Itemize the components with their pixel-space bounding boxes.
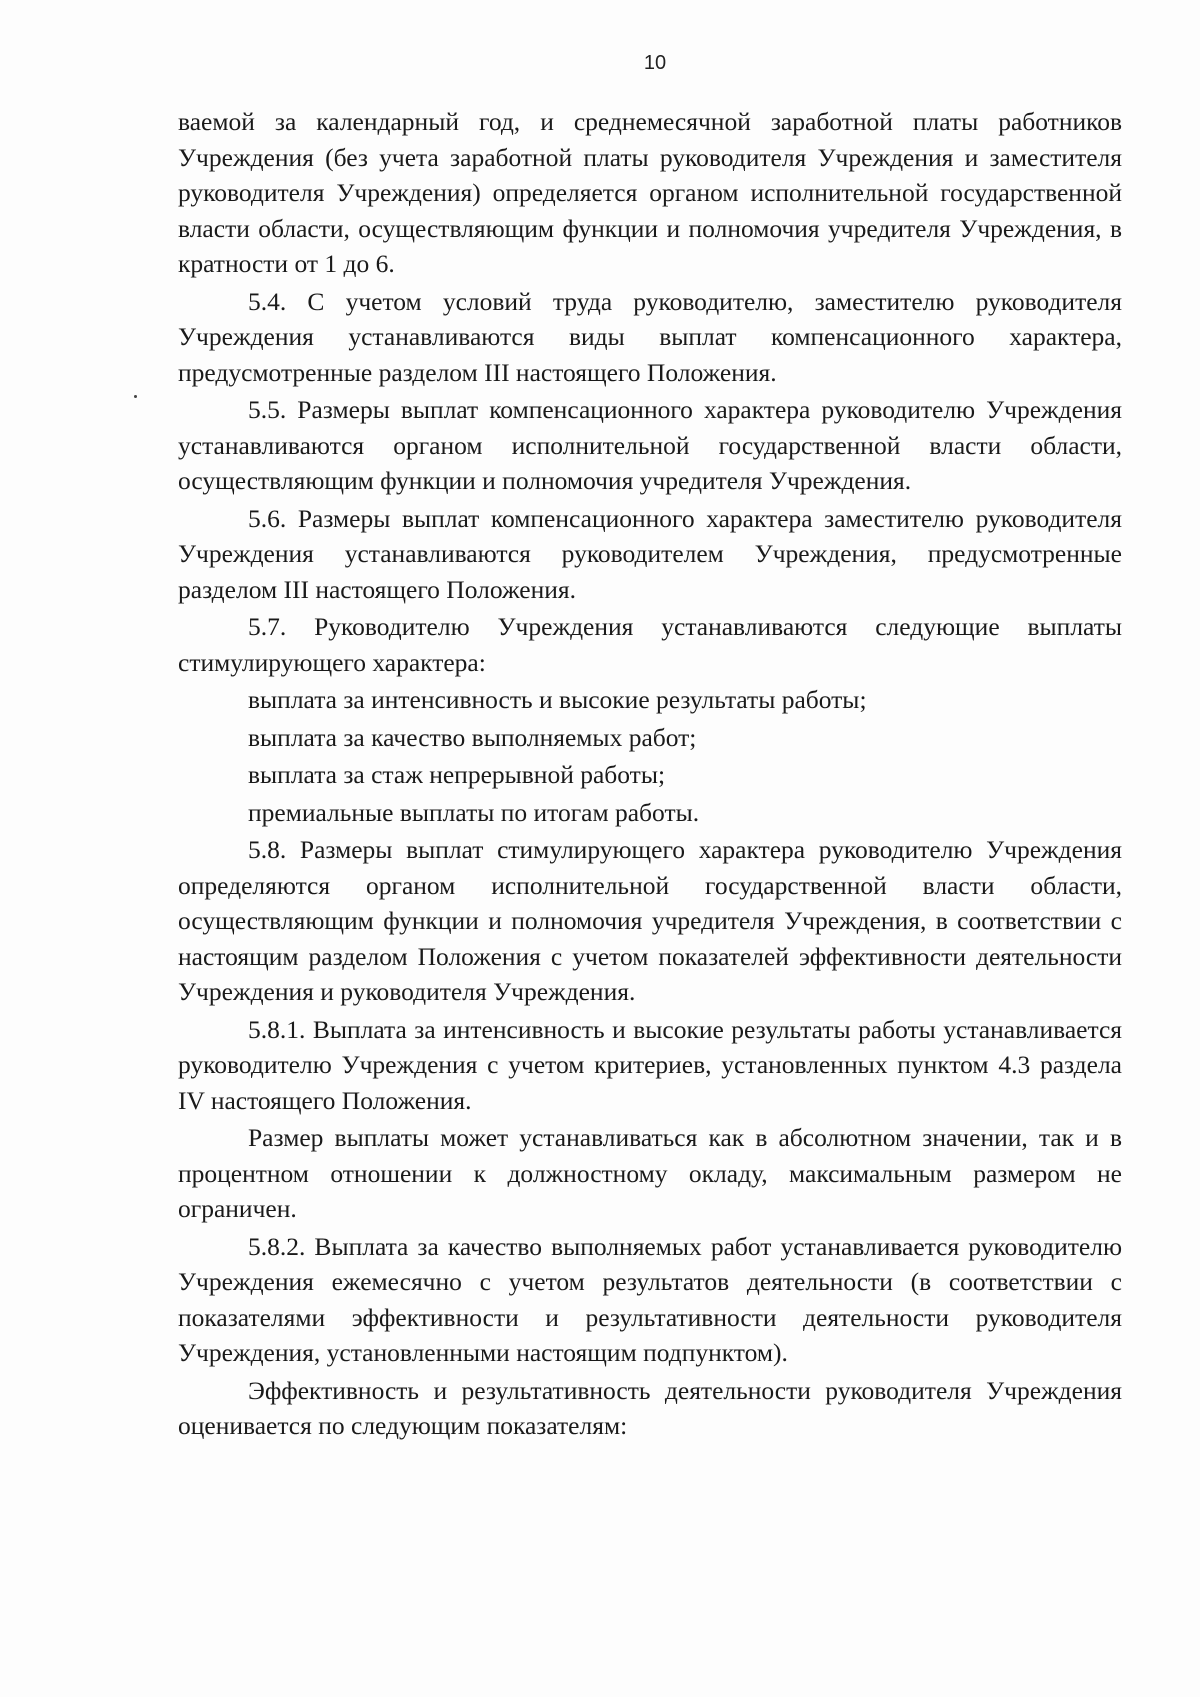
paragraph-5-8-1: 5.8.1. Выплата за интенсивность и высокие результаты работы устанавливается руководителю Учреждения с учетом критериев, установленных пунктом 4.3 раздела IV настоящего Положения. (178, 1014, 1122, 1115)
page-number: 10 (643, 52, 667, 74)
list-item-quality: выплата за качество выполняемых работ; (248, 722, 697, 752)
paragraph-continuation: ваемой за календарный год, и среднемесячной заработной платы работников Учреждения (без учета заработной платы руководителя Учреждения и заместителя руководителя Учреждения) определяется органом исполнительной государственной власти области, осуществляющим функции и полномочия учредителя Учреждения, в кратности от 1 до 6. (178, 107, 1122, 278)
scan-artifact-dot (134, 395, 137, 398)
paragraph-5-6: 5.6. Размеры выплат компенсационного характера заместителю руководителя Учреждения устанавливаются руководителем Учреждения, предусмотренные разделом III настоящего Положения. (178, 503, 1122, 604)
paragraph-5-5: 5.5. Размеры выплат компенсационного характера руководителю Учреждения устанавливаются органом исполнительной государственной власти области, осуществляющим функции и полномочия учредителя Учреждения. (178, 395, 1122, 495)
paragraph-5-8-2-indicators: Эффективность и результативность деятельности руководителя Учреждения оценивается по следующим показателям: (178, 1375, 1122, 1440)
document-body (178, 104, 1122, 1444)
paragraph-5-4: 5.4. С учетом условий труда руководителю, заместителю руководителя Учреждения устанавливаются виды выплат компенсационного характера, предусмотренные разделом III настоящего Положения. (178, 286, 1122, 387)
paragraph-5-8-1-size: Размер выплаты может устанавливаться как в абсолютном значении, так и в процентном отношении к должностному окладу, максимальным размером не ограничен. (178, 1123, 1122, 1223)
list-item-bonus: премиальные выплаты по итогам работы. (248, 797, 700, 827)
paragraph-5-7: 5.7. Руководителю Учреждения устанавливаются следующие выплаты стимулирующего характера: (178, 612, 1122, 677)
list-item-intensity: выплата за интенсивность и высокие результаты работы; (248, 685, 867, 714)
paragraph-5-8-2: 5.8.2. Выплата за качество выполняемых работ устанавливается руководителю Учреждения ежемесячно с учетом результатов деятельности (в соответствии с показателями эффективности и результативности деятельности руководителя Учреждения, установленными настоящим подпунктом). (178, 1231, 1122, 1367)
paragraph-5-8: 5.8. Размеры выплат стимулирующего характера руководителю Учреждения определяются органом исполнительной государственной власти области, осуществляющим функции и полномочия учредителя Учреждения, в соответствии с настоящим разделом Положения с учетом показателей эффективности деятельности Учреждения и руководителя Учреждения. (178, 835, 1122, 1006)
list-item-tenure: выплата за стаж непрерывной работы; (248, 760, 666, 789)
